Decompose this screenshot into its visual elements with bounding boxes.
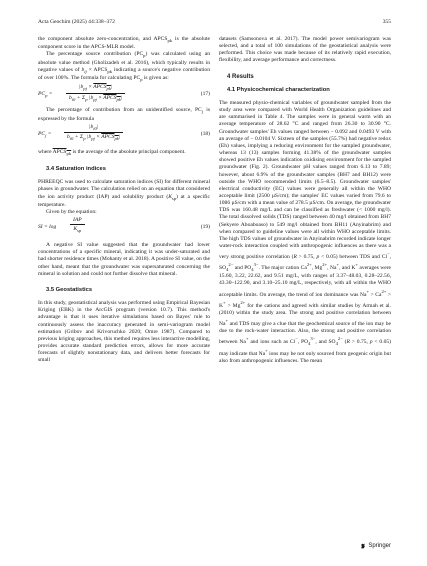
page-number: 355 [382, 19, 391, 25]
equation-19 [38, 216, 210, 242]
equation-fraction [70, 217, 85, 234]
equation-number: (19) [200, 224, 210, 231]
paragraph: Given by the equation: [46, 208, 97, 215]
equation-lhs: $PC_p$ = [38, 91, 53, 99]
paragraph: where $APCS_{pk}$ is the average of the absolute principal component. [38, 148, 186, 156]
paragraph: the component absolute zero-concentration, and $APCS_{pk}$ is the absolute component score in the APCS-MLR model. [38, 36, 210, 51]
equation-denominator: $b_{i0} + \Sigma_p$ $|b_{pj}$ × $APCS_{pk}|$ [69, 94, 123, 102]
springer-horse-icon [360, 543, 366, 549]
section-heading-4-1: 4.1 Physicochemical characterization [227, 86, 330, 93]
paragraph: datasets (Samsonova et al. 2017). The model power semivariogram was selected, and a total of 100 simulations of the geostatistical analysis were performed. This choice was made because of its relatively rapid execution, flexibility, and average performance and correctness. [219, 36, 391, 64]
equation-17 [38, 83, 210, 107]
running-header-journal: Acta Geochim (2025) 44:338–372 [38, 19, 115, 25]
section-heading-3-5: 3.5 Geostatistics [46, 286, 93, 293]
equation-fraction [66, 84, 125, 103]
publisher-name: Springer [368, 543, 391, 549]
equation-denominator: $b_{i0} + \Sigma_p$ $|b_{pj}$ × $APCS_{pk}|$ [67, 134, 121, 142]
equation-lhs: SI = log [38, 224, 57, 231]
paragraph: In this study, geostatistical analysis was performed using Empirical Bayesian Kriging (EBK) in the ArcGIS program (version 10.7). This method's advantage is that it uses iterative simulations based on Bayes' rule to continuously assess the inaccuracy generated in semi-variogram model estimation (Gribov and Krivoruchko 2020; Omre 1987). Compared to previous kriging approaches, this method requires less interactive modelling, provides accurate standard prediction errors, allows for more accurate forecasts of slightly nonstationary data, and delivers better forecasts for small [38, 300, 210, 364]
paragraph: PHREEQC was used to calculate saturation indices (SI) for different mineral phases in groundwater. The calculation relied on an equation that considered the ion activity product (IAP) and solubility product $(K_{sp})$ at a specific temperature. [38, 179, 210, 208]
left-column [38, 36, 210, 364]
paragraph: The percentage source contribution $(PC_p)$ was calculated using an absolute value method (Gholizadeh et al. 2016), which typically results in negative values of $b_{ij}$ × $APCS_{pk}$ indicating a source's negative contribution of over 100%. The formula for calculating $PC_p$ is given as: [38, 51, 210, 83]
equation-numerator: $|b_{i0}|$ [64, 124, 123, 133]
right-column [219, 36, 391, 365]
paragraph: A negative SI value suggested that the groundwater had lower concentrations of a specific mineral, indicating it was under-saturated and had shorter residence times (Mohanty et al. 2018). A positive SI value, on the other hand, meant that the groundwater was supersaturated concerning the mineral in solution and could not further dissolve that mineral. [38, 242, 210, 277]
section-heading-3-4: 3.4 Saturation indices [46, 166, 106, 173]
equation-number: (17) [200, 91, 210, 98]
section-heading-4: 4 Results [227, 73, 254, 80]
equation-numerator: IAP [70, 217, 85, 225]
equation-lhs: $PC_j$ = [38, 130, 52, 138]
equation-number: (18) [200, 130, 210, 137]
equation-fraction [64, 124, 123, 143]
paragraph: The measured physio-chemical variables of groundwater sampled from the study area were compared with World Health Organization guidelines and are summarised in Table 4. The samples were in general warm with an average temperature of 28.62 °C and ranged from 26.30 to 30.90 °C. Groundwater samples' Eh values ranged between − 0.092 and 0.0493 V with an average of − 0.0104 V. Sixteen of the samples (55.7%) had negative redox (Eh) values, implying a reducing environment for the sampled groundwater, whereas 13 (13) samples forming 41.38% of the groundwater samples showed positive Eh values indication oxidising environment for the sampled groundwater (Fig. 2). Groundwater pH values ranged from 6.13 to 7.89; however, about 6.9% of the groundwater samples (BH7 and BH12) were outside the WHO recommended limits (6.5–8.5). Groundwater samples' electrical conductivity (EC) values were generally all within the WHO acceptable limit (2500 µS/cm); the samples' EC values varied from 79.6 to 1086 µS/cm with a mean value of 278.5 µS/cm. On average, the groundwater TDS was 160.48 mg/L and can be classified as freshwater (< 1000 mg/l). The total dissolved solids (TDS) ranged between 40 mg/l obtained from BH7 (Sekyere Aboaboaso) to 549 mg/l obtained from BH11 (Anyinabrim) and when compared to guideline values were all within WHO acceptable limits. The high TDS values of groundwater in Anyinabrim recorded indicate longer water-rock interaction coupled with anthropogenic influences as there was a very strong positive correlation (R > 0.75, p < 0.05) between TDS and Cl−, $SO_4^{2-}$ and $PO_4^{3-}$. The major cation $Ca^{2+}$, $Mg^{2+}$, Na+, and K+ averages were 15.60, 3.22, 22.62, and 9.51 mg/L, with ranges of 3.37–48.03, 0.28–22.56, 43.30–122.90, and 3.10–25.10 mg/L, respectively, with all within the WHO acceptable limits. On average, the trend of ion dominance was $Na^+ > Ca^{2+} > K^+ > Mg^{2+}$ for the cations and agreed with similar studies by Armah et al. (2010) within the study area. The strong and positive correlation between Na+ and TDS may give a clue that the geochemical source of the ion may be due to the rock-water interaction. Also, the strong and positive correlation between Na+ and ions such as Cl−, $PO_4^{3-}$, and $SO_4^{2-}$ (R > 0.75, p < 0.05) may indicate that Na+ ions may be not only sourced from geogenic origin but also from anthropogenic influences. The mean [219, 99, 392, 365]
publisher-footer [360, 543, 391, 549]
equation-numerator: $|b_{pj}$ × $APCS_{pk}|$ [66, 84, 125, 93]
paragraph: The percentage of contribution from an unidentified source, $PC_j$ is expressed by the formula [38, 107, 210, 122]
equation-denominator: $K_{sp}$ [73, 226, 82, 234]
equation-18 [38, 123, 210, 149]
